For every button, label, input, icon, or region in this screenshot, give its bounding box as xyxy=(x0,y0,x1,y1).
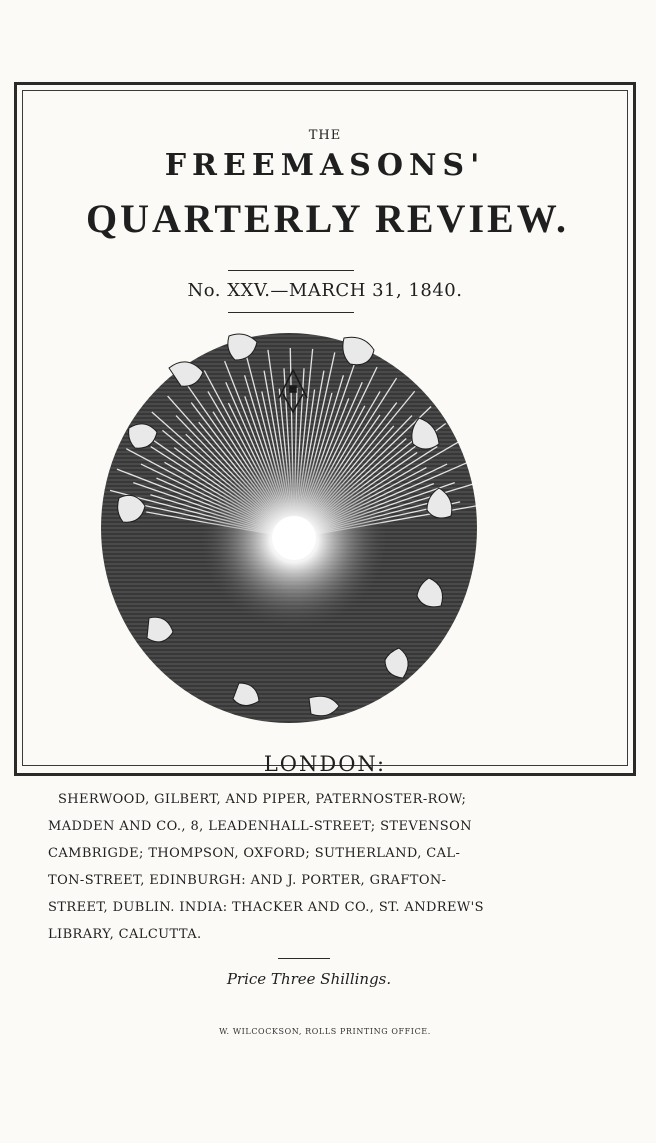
publisher-line: TON-STREET, EDINBURGH: AND J. PORTER, GRAFTON- xyxy=(48,873,447,888)
issue-number-date: No. XXV.—MARCH 31, 1840. xyxy=(187,280,463,301)
title-line-quarterly-review: QUARTERLY REVIEW. xyxy=(85,196,570,241)
publisher-line: STREET, DUBLIN. INDIA: THACKER AND CO., ST. ANDREW'S xyxy=(48,900,484,915)
divider-top xyxy=(228,270,354,271)
printer-imprint: W. WILCOCKSON, ROLLS PRINTING OFFICE. xyxy=(219,1027,431,1036)
title-line-freemasons: FREEMASONS' xyxy=(164,148,486,183)
publisher-line: SHERWOOD, GILBERT, AND PIPER, PATERNOSTER-ROW; xyxy=(58,792,467,807)
publisher-line: LIBRARY, CALCUTTA. xyxy=(48,927,202,942)
price-label: Price Three Shillings. xyxy=(226,970,392,988)
divider-small xyxy=(278,958,330,959)
publisher-line: MADDEN AND CO., 8, LEADENHALL-STREET; STEVENSON xyxy=(48,819,472,834)
title-article: THE xyxy=(308,128,342,143)
publication-city: LONDON: xyxy=(263,752,387,776)
divider-bottom xyxy=(228,312,354,313)
publisher-line: CAMBRIGDE; THOMPSON, OXFORD; SUTHERLAND, CAL- xyxy=(48,846,461,861)
zodiac-sun-emblem-icon xyxy=(99,328,479,728)
sun-center xyxy=(272,516,316,560)
